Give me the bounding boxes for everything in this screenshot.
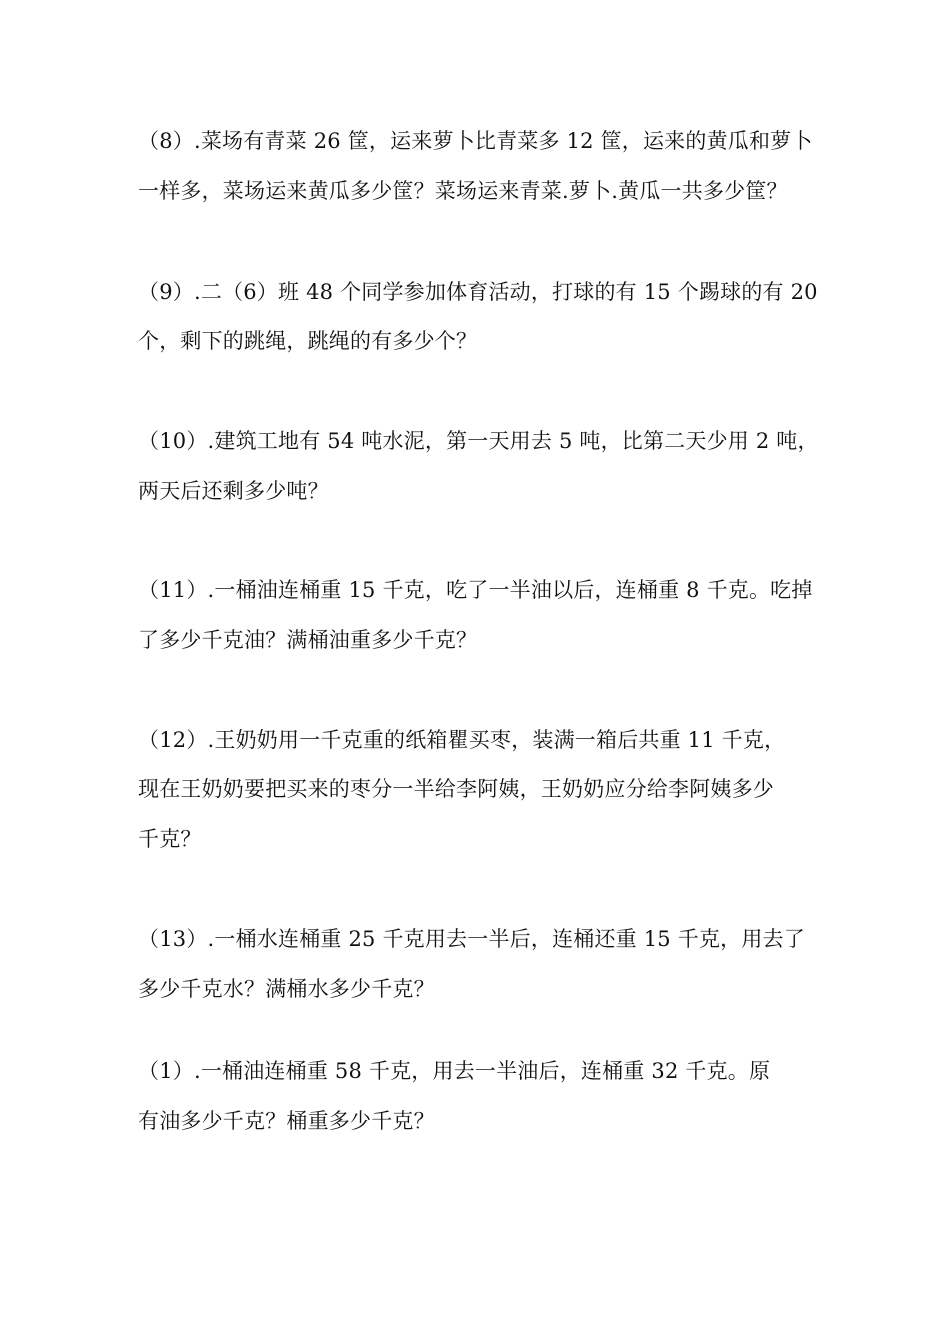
problem-9-line-2: 个，剩下的跳绳，跳绳的有多少个？ bbox=[138, 329, 478, 353]
problem-12-line-1: （12）.王奶奶用一千克重的纸箱瞿买枣，装满一箱后共重 11 千克， bbox=[138, 728, 786, 752]
problem-10-line-2: 两天后还剩多少吨？ bbox=[138, 479, 329, 503]
problem-11-line-1: （11）.一桶油连桶重 15 千克，吃了一半油以后，连桶重 8 千克。吃掉 bbox=[138, 578, 813, 602]
problem-13-line-1: （13）.一桶水连桶重 25 千克用去一半后，连桶还重 15 千克，用去了 bbox=[138, 927, 805, 951]
problem-1-line-1: （1）.一桶油连桶重 58 千克，用去一半油后，连桶重 32 千克。原 bbox=[138, 1059, 771, 1083]
problem-13-line-2: 多少千克水？满桶水多少千克？ bbox=[138, 977, 435, 1001]
problem-8-line-2: 一样多，菜场运来黄瓜多少筐？菜场运来青菜.萝卜.黄瓜一共多少筐？ bbox=[138, 179, 788, 203]
problem-10-line-1: （10）.建筑工地有 54 吨水泥，第一天用去 5 吨，比第二天少用 2 吨， bbox=[138, 429, 819, 453]
problem-8-line-1: （8）.菜场有青菜 26 筐，运来萝卜比青菜多 12 筐，运来的黄瓜和萝卜 bbox=[138, 129, 813, 153]
problem-1-line-2: 有油多少千克？桶重多少千克？ bbox=[138, 1109, 435, 1133]
problem-12-line-3: 千克？ bbox=[138, 827, 202, 851]
problem-11-line-2: 了多少千克油？满桶油重多少千克？ bbox=[138, 628, 478, 652]
problem-12-line-2: 现在王奶奶要把买来的枣分一半给李阿姨，王奶奶应分给李阿姨多少 bbox=[138, 777, 774, 801]
problem-9-line-1: （9）.二（6）班 48 个同学参加体育活动，打球的有 15 个踢球的有 20 bbox=[138, 280, 818, 304]
